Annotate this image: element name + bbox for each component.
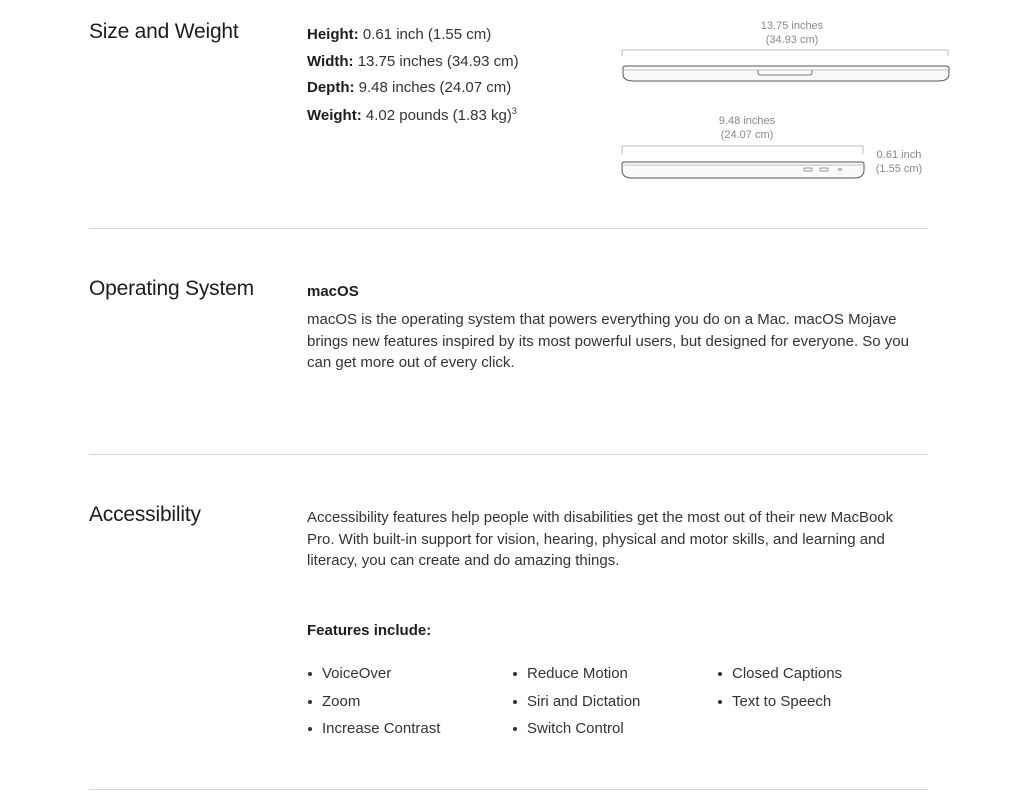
laptop-side-view-illustration xyxy=(618,140,868,184)
section-title-accessibility: Accessibility xyxy=(89,503,201,526)
height-dimension-label xyxy=(874,148,924,176)
spec-label: Width: xyxy=(307,53,354,70)
features-heading: Features include: xyxy=(307,622,432,639)
feature-item: Zoom xyxy=(307,692,440,720)
accessibility-description: Accessibility features help people with disabilities get the most out of their new MacBook Pro. With built-in support for vision, hearing, physical and motor skills, and learning and literacy, you can create and do amazing things. xyxy=(307,509,894,569)
depth-label-cm: (24.07 cm) xyxy=(720,129,774,141)
depth-label-inches: 9.48 inches xyxy=(718,115,776,127)
features-list-col-1 xyxy=(307,664,440,747)
spec-depth xyxy=(307,79,511,96)
section-title-operating-system: Operating System xyxy=(89,277,254,300)
os-description: macOS is the operating system that powers everything you do on a Mac. macOS Mojave brings new features inspired by its most powerful users, but designed for everyone. So you can get more out of every click. xyxy=(307,311,909,371)
feature-item: Text to Speech xyxy=(717,692,842,720)
section-divider xyxy=(89,789,928,790)
feature-item: Switch Control xyxy=(512,719,640,747)
section-divider xyxy=(89,228,928,229)
spec-height xyxy=(307,26,491,43)
laptop-front-view-illustration xyxy=(618,46,954,86)
features-list-col-2 xyxy=(512,664,640,747)
feature-item: Siri and Dictation xyxy=(512,692,640,720)
section-divider xyxy=(89,454,928,455)
feature-item: VoiceOver xyxy=(307,664,440,692)
spec-value: 4.02 pounds (1.83 kg) xyxy=(365,107,512,124)
spec-weight xyxy=(307,106,517,124)
height-label-cm: (1.55 cm) xyxy=(875,163,923,175)
height-label-inches: 0.61 inch xyxy=(876,149,922,161)
depth-dimension-label xyxy=(697,114,797,142)
feature-item: Closed Captions xyxy=(717,664,842,692)
spec-label: Height: xyxy=(307,26,359,43)
footnote-marker[interactable]: 3 xyxy=(511,106,517,116)
width-label-cm: (34.93 cm) xyxy=(765,34,819,46)
width-dimension-label xyxy=(742,19,842,47)
spec-value: 9.48 inches (24.07 cm) xyxy=(358,79,512,96)
width-label-inches: 13.75 inches xyxy=(760,20,824,32)
feature-item: Increase Contrast xyxy=(307,719,440,747)
os-subhead: macOS xyxy=(307,283,359,300)
spec-label: Depth: xyxy=(307,79,355,96)
section-title-size-weight: Size and Weight xyxy=(89,20,239,43)
features-list-col-3 xyxy=(717,664,842,719)
spec-label: Weight: xyxy=(307,107,362,124)
feature-item: Reduce Motion xyxy=(512,664,640,692)
spec-width xyxy=(307,53,519,70)
spec-value: 13.75 inches (34.93 cm) xyxy=(357,53,519,70)
spec-value: 0.61 inch (1.55 cm) xyxy=(362,26,492,43)
